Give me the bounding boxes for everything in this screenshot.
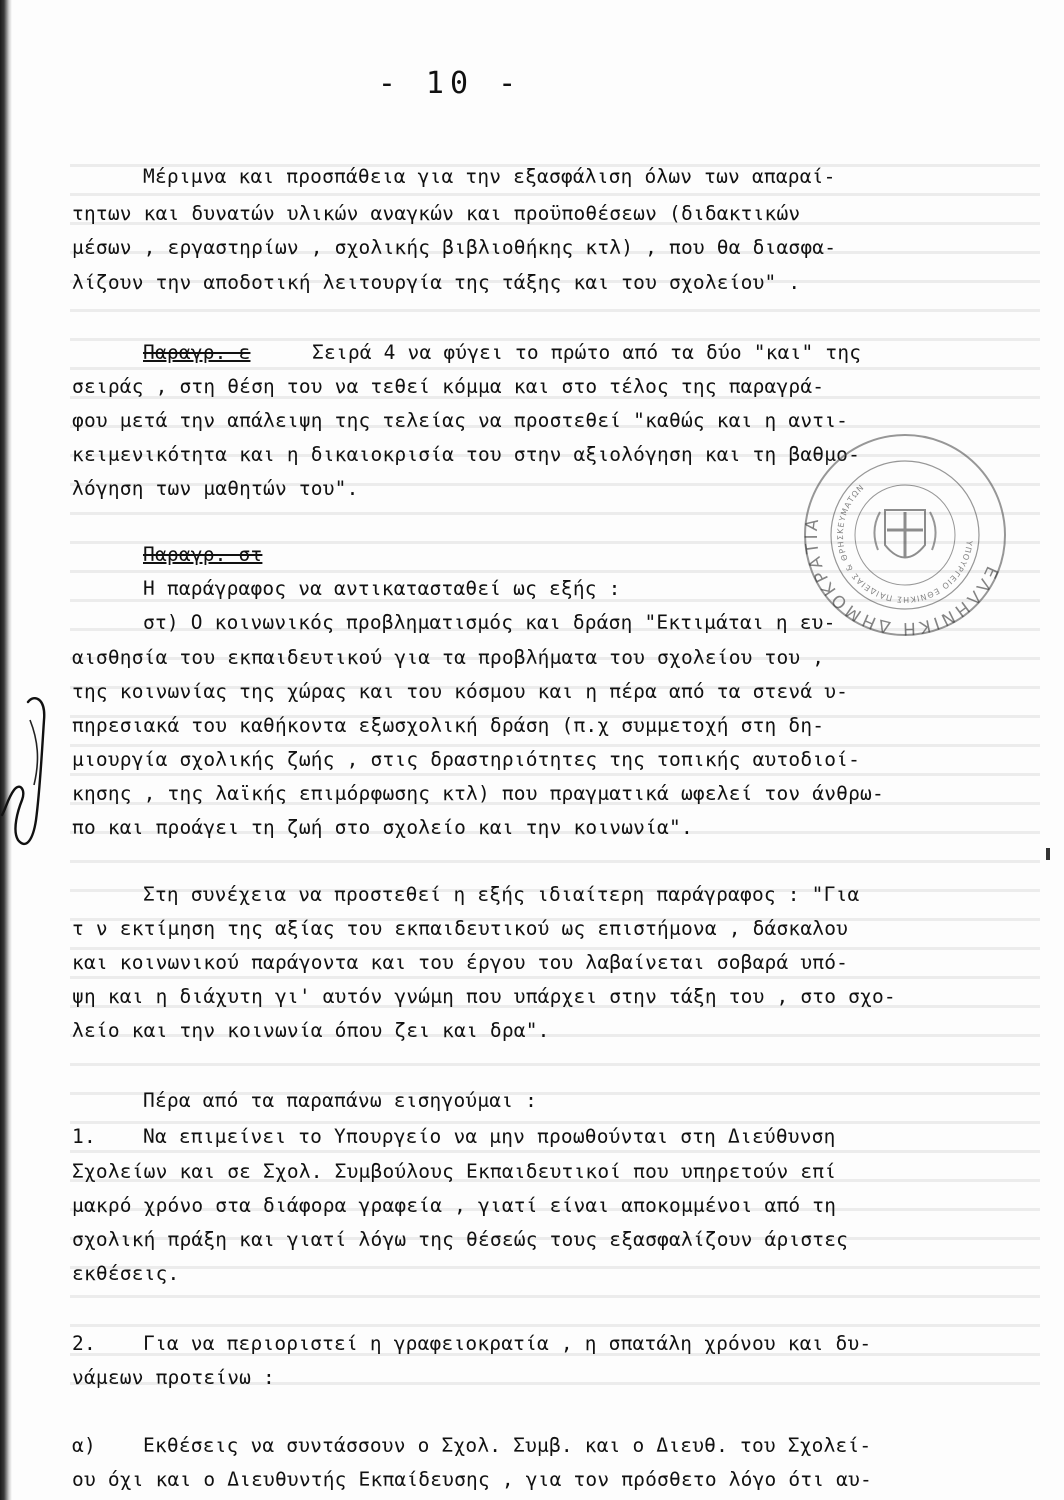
text-line: πηρεσιακά του καθήκοντα εξωσχολική δράση (π.χ συμμετοχή στη δη- [72,714,825,737]
text-line: κησης , της λαϊκής επιμόρφωσης κτλ) που πραγματικά ωφελεί τον άνθρω- [72,782,884,805]
text-line: αισθησία του εκπαιδευτικού για τα προβλήματα του σχολείου του , [72,646,825,669]
stamp-inner-text: ΥΠΟΥΡΓΕΙΟ ΕΘΝΙΚΗΣ ΠΑΙΔΕΙΑΣ & ΘΡΗΣΚΕΥΜΑΤΩΝ [835,482,974,605]
page-number: - 10 - [377,66,523,101]
list-number: 1. [72,1125,96,1148]
text-line: σειράς , στη θέση του να τεθεί κόμμα και στο τέλος της παραγρά- [72,375,825,398]
text-line: Να επιμείνει το Υπουργείο να μην προωθούνται στη Διεύθυνση [143,1125,836,1148]
margin-tick [1046,848,1050,860]
text-line: λόγηση των μαθητών του". [72,477,359,500]
text-line: κειμενικότητα και η δικαιοκρισία του στην αξιολόγηση και τη βαθμο- [72,443,861,466]
text-line: μέσων , εργαστηρίων , σχολικής βιβλιοθήκης κτλ) , που θα διασφα- [72,236,837,259]
list-number: 2. [72,1332,96,1355]
text-line: σχολική πράξη και γιατί λόγω της θέσεώς τους εξασφαλίζουν άριστες [72,1228,849,1251]
list-letter: α) [72,1434,96,1457]
text-line: στ) Ο κοινωνικός προβληματισμός και δράση "Εκτιμάται η ευ- [143,611,836,634]
text-line: της κοινωνίας της χώρας και του κόσμου και η πέρα από τα στενά υ- [72,680,849,703]
official-stamp [800,430,1010,640]
text-line: φου μετά την απάλειψη της τελείας να προστεθεί "καθώς και η αντι- [72,409,849,432]
text-line: μακρό χρόνο στα διάφορα γραφεία , γιατί είναι αποκομμένοι από τη [72,1194,837,1217]
text-line: Η παράγραφος να αντικατασταθεί ως εξής : [143,577,621,600]
handwritten-margin-mark [0,690,80,860]
text-line: εκθέσεις. [72,1262,180,1285]
paragraph-ref-st: Παραγρ. στ [143,543,263,566]
svg-text:ΕΛΛΗΝΙΚΗ ΔΗΜΟΚΡΑΤΙΑ [800,500,1002,640]
text-line: λίζουν την αποδοτική λειτουργία της τάξης και του σχολείου" . [72,271,801,294]
text-line: τ ν εκτίμηση της αξίας του εκπαιδευτικού ως επιστήμονα , δάσκαλου [72,917,849,940]
text-line: Στη συνέχεια να προστεθεί η εξής ιδιαίτερη παράγραφος : "Για [143,883,860,906]
text-line: τητων και δυνατών υλικών αναγκών και προϋποθέσεων (διδακτικών [72,202,801,225]
text-line: και κοινωνικού παράγοντα και του έργου του λαβαίνεται σοβαρά υπό- [72,951,849,974]
text-line: ψη και η διάχυτη γι' αυτόν γνώμη που υπάρχει στην τάξη του , στο σχο- [72,985,896,1008]
text-line: μιουργία σχολικής ζωής , στις δραστηριότητες της τοπικής αυτοδιοί- [72,748,861,771]
text-line: πο και προάγει τη ζωή στο σχολείο και την κοινωνία". [72,816,693,839]
text-line: νάμεων προτείνω : [72,1366,275,1389]
text-line: Μέριμνα και προσπάθεια για την εξασφάλιση όλων των απαραί- [143,165,836,188]
text-line: Σχολείων και σε Σχολ. Συμβούλους Εκπαιδευτικοί που υπηρετούν επί [72,1160,837,1183]
text-line: λείο και την κοινωνία όπου ζει και δρα". [72,1019,550,1042]
text-line: Εκθέσεις να συντάσσουν ο Σχολ. Συμβ. και ο Διευθ. του Σχολεί- [143,1434,872,1457]
text-line: Σειρά 4 να φύγει το πρώτο από τα δύο "και" της [312,341,862,364]
stamp-outer-text: ΕΛΛΗΝΙΚΗ ΔΗΜΟΚΡΑΤΙΑ [801,514,1002,639]
paragraph-ref-e: Παραγρ. ε [143,341,251,364]
text-line: Για να περιοριστεί η γραφειοκρατία , η σπατάλη χρόνου και δυ- [143,1332,872,1355]
text-line: Πέρα από τα παραπάνω εισηγούμαι : [143,1089,538,1112]
coat-of-arms-icon [874,510,935,558]
text-line: ου όχι και ο Διευθυντής Εκπαίδευσης , για τον πρόσθετο λόγο ότι αυ- [72,1468,872,1491]
